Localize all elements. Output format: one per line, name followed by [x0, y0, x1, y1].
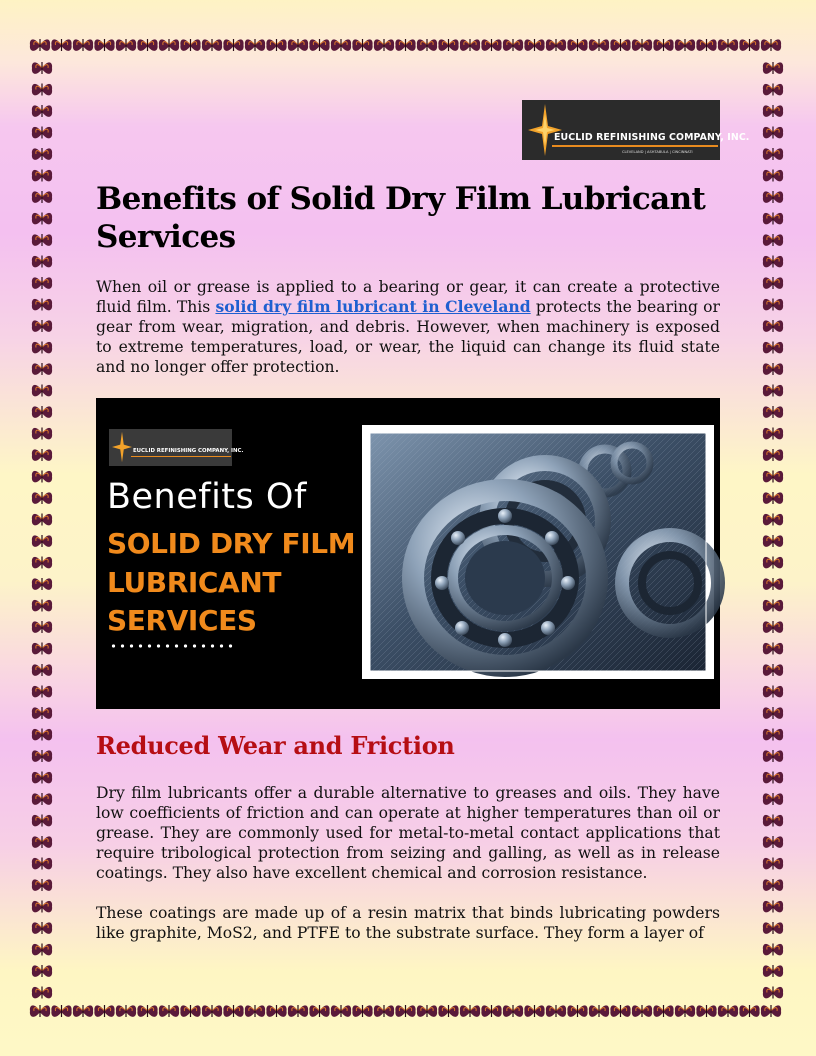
logo-locations: CLEVELAND | ASHTABULA | CINCINNATI	[622, 150, 693, 154]
intro-paragraph	[96, 277, 720, 377]
banner-heading-line1: Benefits Of	[107, 477, 307, 517]
lubricant-link[interactable]: solid dry film lubricant in Cleveland	[215, 297, 531, 316]
banner-logo-wordmark: EUCLID REFINISHING COMPANY, INC.	[133, 448, 244, 454]
banner-heading-line3: LUBRICANT	[107, 566, 282, 599]
company-logo	[522, 100, 750, 160]
page-title: Benefits of Solid Dry Film Lubricant Services	[96, 181, 706, 255]
starburst-icon	[112, 431, 132, 463]
butterfly-border-right	[762, 58, 784, 1000]
butterfly-border-left	[31, 58, 53, 1000]
hero-banner	[96, 398, 720, 709]
dotted-divider	[109, 644, 235, 648]
logo-underline	[552, 145, 718, 147]
butterfly-border-bottom	[30, 1000, 786, 1022]
logo-wordmark: EUCLID REFINISHING COMPANY, INC.	[554, 132, 750, 143]
banner-logo-underline	[131, 456, 231, 457]
body-paragraph: Dry film lubricants offer a durable alternative to greases and oils. They have low coefficients of friction and can operate at higher temperatures than oil or grease. They are commonly used for metal-to-metal contact applications that require tribological protection from seizing and galling, as well as in release coatings. They also have excellent chemical and corrosion resistance.	[96, 784, 720, 882]
ball-bearings-photo	[370, 433, 706, 671]
banner-heading-line4: SERVICES	[107, 604, 257, 637]
butterfly-border-top	[30, 34, 786, 56]
intro-text-after: protects the bearing or gear from wear, migration, and debris. However, when machinery is exposed to extreme temperatures, load, or wear, the liquid can change its fluid state and no longer offer protection.	[96, 298, 720, 376]
starburst-icon	[528, 104, 562, 156]
banner-logo	[109, 429, 244, 466]
intro-text-before: When oil or grease is applied to a bearing or gear, it can create a protective fluid film. This	[96, 278, 720, 316]
body-paragraph: These coatings are made up of a resin matrix that binds lubricating powders like graphite, MoS2, and PTFE to the substrate surface. They form a layer of	[96, 904, 720, 942]
section-heading: Reduced Wear and Friction	[96, 731, 455, 760]
banner-heading-line2: SOLID DRY FILM	[107, 527, 356, 560]
